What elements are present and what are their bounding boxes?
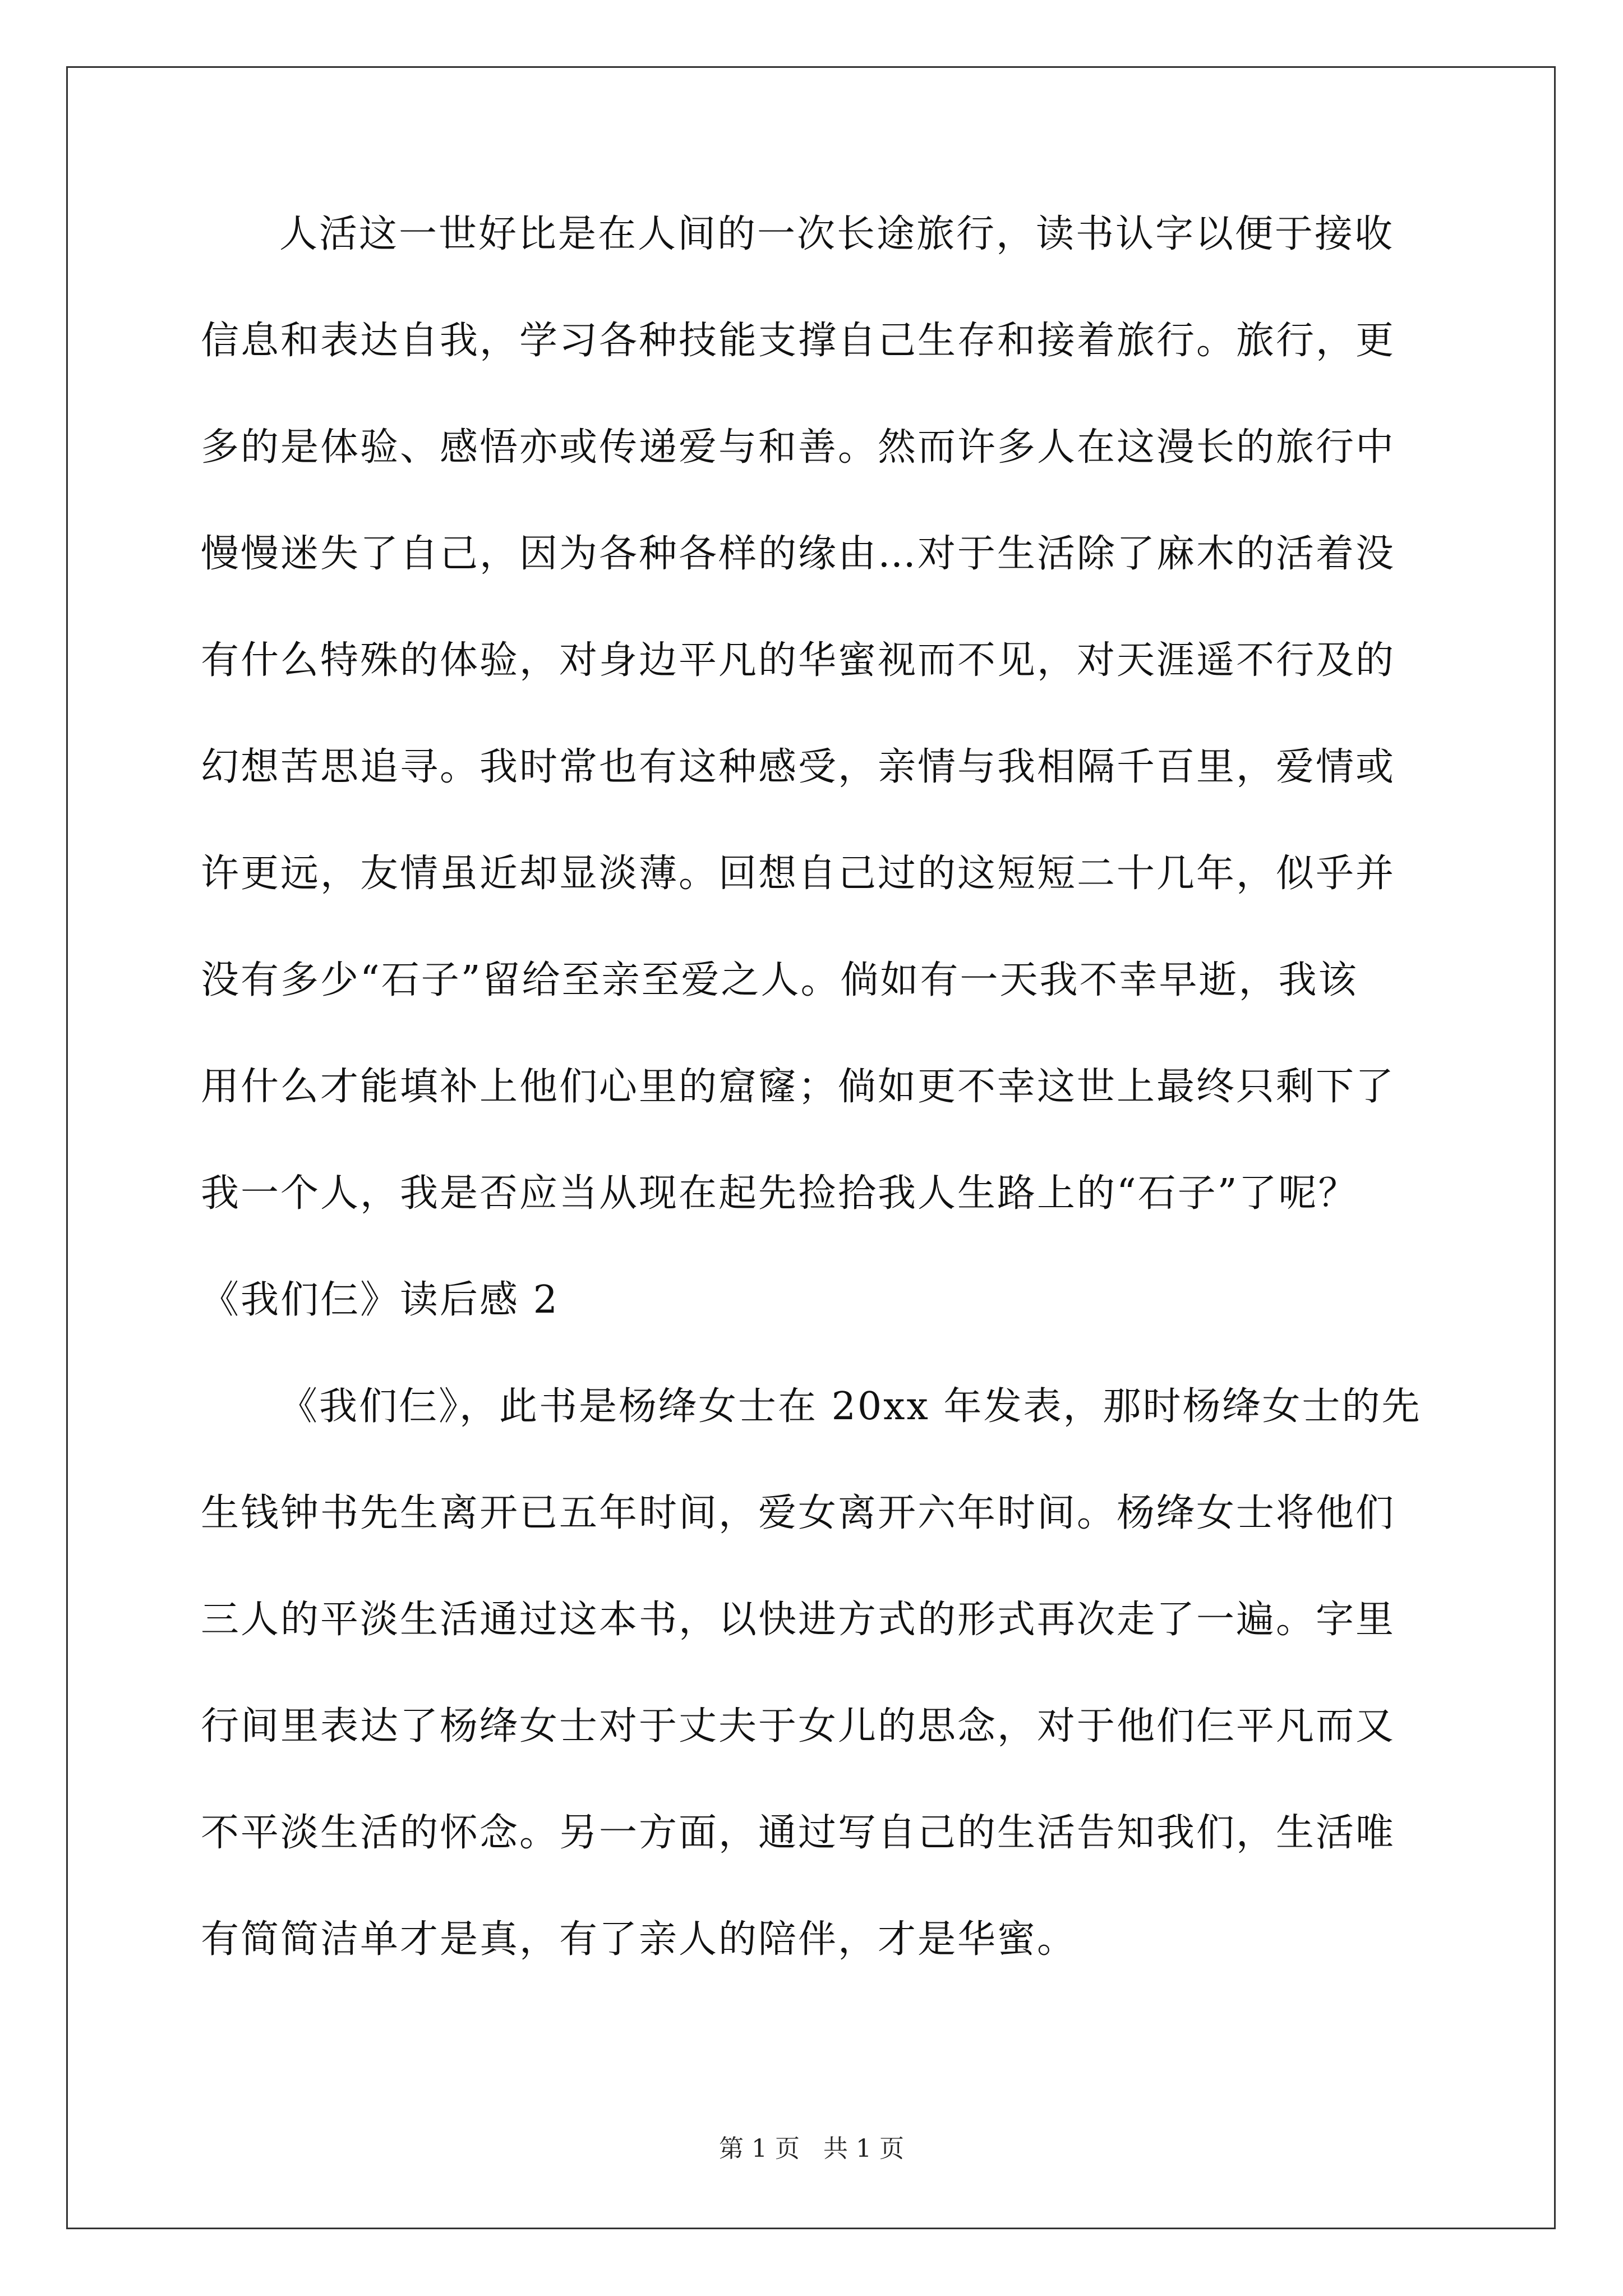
paragraph-1-line: 用什么才能填补上他们心里的窟窿；倘如更不幸这世上最终只剩下了 xyxy=(201,1065,1396,1109)
paragraph-1 xyxy=(201,213,1423,1215)
paragraph-1-line: 有什么特殊的体验，对身边平凡的华蜜视而不见，对天涯遥不行及的 xyxy=(201,638,1396,683)
paragraph-1-line: 信息和表达自我，学习各种技能支撑自己生存和接着旅行。旅行，更 xyxy=(201,319,1396,363)
section-heading: 《我们仨》读后感 2 xyxy=(201,1278,559,1322)
paragraph-2-line: 不平淡生活的怀念。另一方面，通过写自己的生活告知我们，生活唯 xyxy=(201,1811,1396,1855)
paragraph-2-line: 三人的平淡生活通过这本书，以快进方式的形式再次走了一遍。字里 xyxy=(201,1598,1396,1642)
paragraph-1-line: 许更远，友情虽近却显淡薄。回想自己过的这短短二十几年，似乎并 xyxy=(201,852,1396,896)
paragraph-1-line: 没有多少“石子”留给至亲至爱之人。倘如有一天我不幸早逝，我该 xyxy=(201,958,1358,1002)
paragraph-1-line: 多的是体验、感悟亦或传递爱与和善。然而许多人在这漫长的旅行中 xyxy=(201,425,1396,470)
paragraph-2 xyxy=(201,1386,1423,1961)
paragraph-1-line: 人活这一世好比是在人间的一次长途旅行，读书认字以便于接收 xyxy=(279,212,1395,256)
document-body xyxy=(201,213,1423,2025)
paragraph-1-line: 慢慢迷失了自己，因为各种各样的缘由…对于生活除了麻木的活着没 xyxy=(201,532,1396,576)
paragraph-2-line: 有简简洁单才是真，有了亲人的陪伴，才是华蜜。 xyxy=(201,1917,1077,1962)
paragraph-2-line: 生钱钟书先生离开已五年时间，爱女离开六年时间。杨绛女士将他们 xyxy=(201,1491,1396,1535)
paragraph-1-line: 我一个人，我是否应当从现在起先捡拾我人生路上的“石子”了呢？ xyxy=(201,1171,1358,1216)
paragraph-2-line: 《我们仨》，此书是杨绛女士在 20xx 年发表，那时杨绛女士的先 xyxy=(279,1384,1422,1429)
paragraph-1-line: 幻想苦思追寻。我时常也有这种感受，亲情与我相隔千百里，爱情或 xyxy=(201,745,1396,789)
page-footer: 第 1 页 共 1 页 xyxy=(719,2134,904,2163)
paragraph-2-line: 行间里表达了杨绛女士对于丈夫于女儿的思念，对于他们仨平凡而又 xyxy=(201,1704,1396,1749)
